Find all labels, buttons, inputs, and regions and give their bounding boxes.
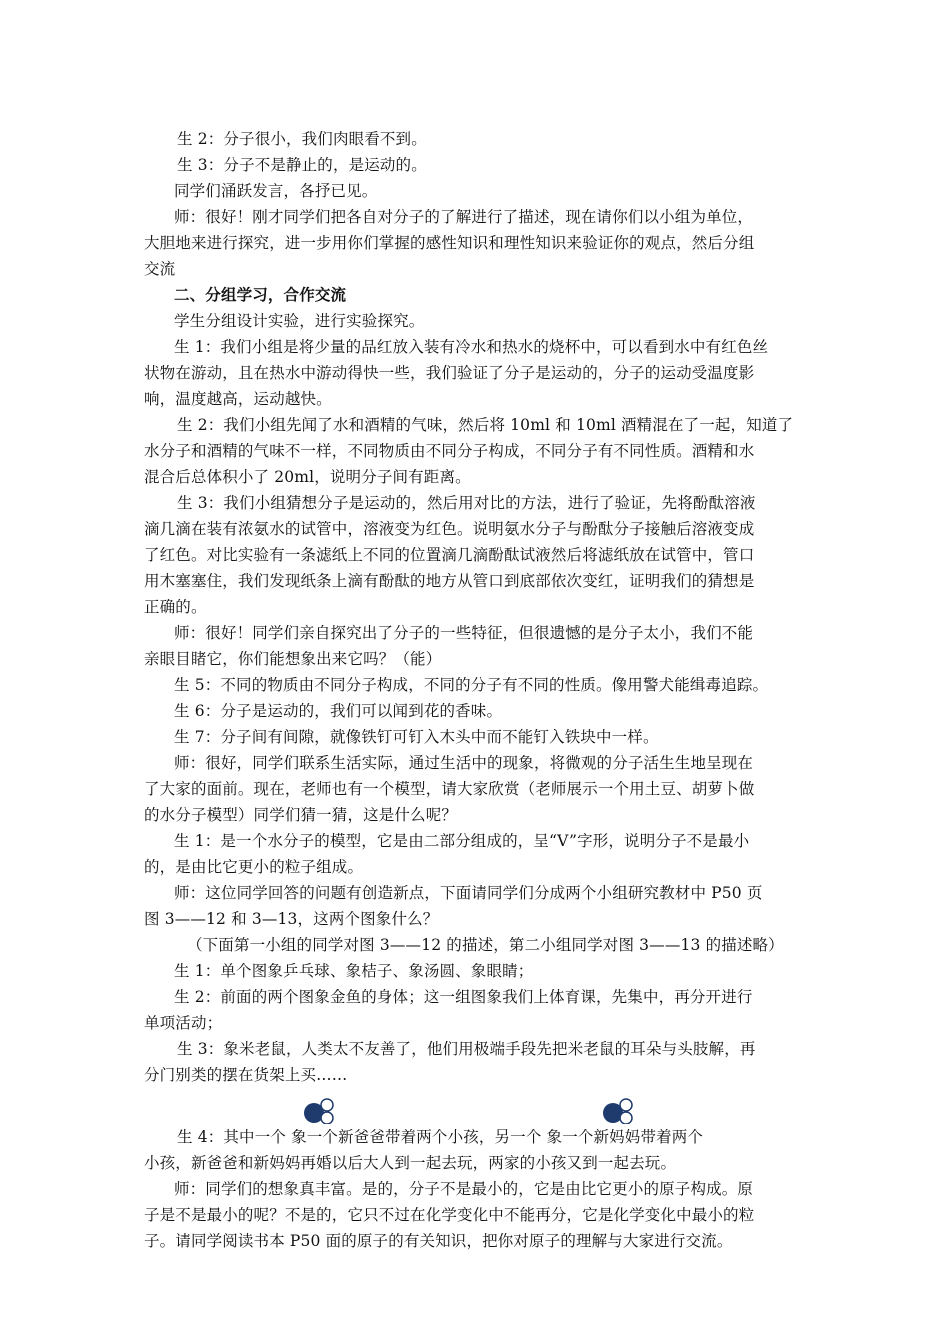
text-line: 师：同学们的想象真丰富。是的，分子不是最小的，它是由比它更小的原子构成。原 [174,1180,754,1198]
text-line: 小孩，新爸爸和新妈妈再婚以后大人到一起去玩，两家的小孩又到一起去玩。 [144,1154,677,1172]
text-line: 师：很好，同学们联系生活实际，通过生活中的现象，将微观的分子活生生地呈现在 [174,754,754,772]
text-line: 生 1：单个图象乒乓球、象桔子、象汤圆、象眼睛； [174,962,534,980]
text-line: 学生分组设计实验，进行实验探究。 [174,312,425,330]
text-line: 生 2：前面的两个图象金鱼的身体；这一组图象我们上体育课，先集中，再分开进行 [174,988,753,1006]
text-line: 生 4：其中一个 象一个新爸爸带着两个小孩，另一个 象一个新妈妈带着两个 [177,1128,704,1146]
text-line: 生 5：不同的物质由不同分子构成，不同的分子有不同的性质。像用警犬能缉毒追踪。 [174,676,769,694]
text-line: 师：这位同学回答的问题有创造新点，下面请同学们分成两个小组研究教材中 P50 页 [174,884,763,902]
text-line: 交流 [144,260,176,278]
text-line: 生 3：我们小组猜想分子是运动的，然后用对比的方法，进行了验证，先将酚酞溶液 [177,494,756,512]
text-line: （下面第一小组的同学对图 3——12 的描述，第二小组同学对图 3——13 的描述略） [187,936,784,954]
text-line: 亲眼目睹它，你们能想象出来它吗？（能） [144,650,442,668]
text-line: 水分子和酒精的气味不一样，不同物质由不同分子构成，不同分子有不同性质。酒精和水 [144,442,755,460]
text-line: 混合后总体积小了 20ml，说明分子间有距离。 [144,468,471,486]
text-line: 大胆地来进行探究，进一步用你们掌握的感性知识和理性知识来验证你的观点，然后分组 [144,234,755,252]
text-line: 生 3：分子不是静止的，是运动的。 [177,156,427,174]
text-line: 响，温度越高，运动越快。 [144,390,332,408]
text-line: 生 2：分子很小，我们肉眼看不到。 [177,130,427,148]
text-line: 单项活动； [144,1014,223,1032]
text-line: 生 3：象米老鼠，人类太不友善了，他们用极端手段先把米老鼠的耳朵与头肢解，再 [177,1040,756,1058]
text-line: 生 2：我们小组先闻了水和酒精的气味，然后将 10ml 和 10ml 酒精混在了一起，知道了 [177,416,794,434]
text-line: 生 1：是一个水分子的模型，它是由二部分组成的，呈“V”字形，说明分子不是最小 [174,832,750,850]
text-line: 师：很好！同学们亲自探究出了分子的一些特征，但很遗憾的是分子太小，我们不能 [174,624,754,642]
text-line: 的水分子模型）同学们猜一猜，这是什么呢？ [144,806,458,824]
text-line: 子。请同学阅读书本 P50 面的原子的有关知识，把你对原子的理解与大家进行交流。 [144,1232,733,1250]
section-heading: 二、分组学习，合作交流 [174,285,347,304]
text-line: 师：很好！刚才同学们把各自对分子的了解进行了描述，现在请你们以小组为单位， [174,208,754,226]
text-line: 同学们涌跃发言，各抒已见。 [174,182,378,200]
text-line: 图 3——12 和 3—13，这两个图象什么？ [144,910,439,928]
text-line: 滴几滴在装有浓氨水的试管中，溶液变为红色。说明氨水分子与酚酞分子接触后溶液变成 [144,520,755,538]
molecule-icon-right [601,1098,637,1124]
molecule-icon-left [302,1098,338,1124]
text-line: 子是不是最小的呢？不是的，它只不过在化学变化中不能再分，它是化学变化中最小的粒 [144,1206,755,1224]
text-line: 分门别类的摆在货架上买…… [144,1066,348,1084]
text-line: 生 1：我们小组是将少量的品红放入装有冷水和热水的烧杯中，可以看到水中有红色丝 [174,338,769,356]
text-line: 的，是由比它更小的粒子组成。 [144,858,364,876]
text-line: 正确的。 [144,598,207,616]
text-line: 生 6：分子是运动的，我们可以闻到花的香味。 [174,702,503,720]
text-line: 了大家的面前。现在，老师也有一个模型，请大家欣赏（老师展示一个用土豆、胡萝卜做 [144,780,755,798]
text-line: 状物在游动，且在热水中游动得快一些，我们验证了分子是运动的，分子的运动受温度影 [144,364,755,382]
text-line: 生 7：分子间有间隙，就像铁钉可钉入木头中而不能钉入铁块中一样。 [174,728,659,746]
text-line: 用木塞塞住，我们发现纸条上滴有酚酞的地方从管口到底部依次变红，证明我们的猜想是 [144,572,755,590]
text-line: 了红色。对比实验有一条滤纸上不同的位置滴几滴酚酞试液然后将滤纸放在试管中，管口 [144,546,755,564]
